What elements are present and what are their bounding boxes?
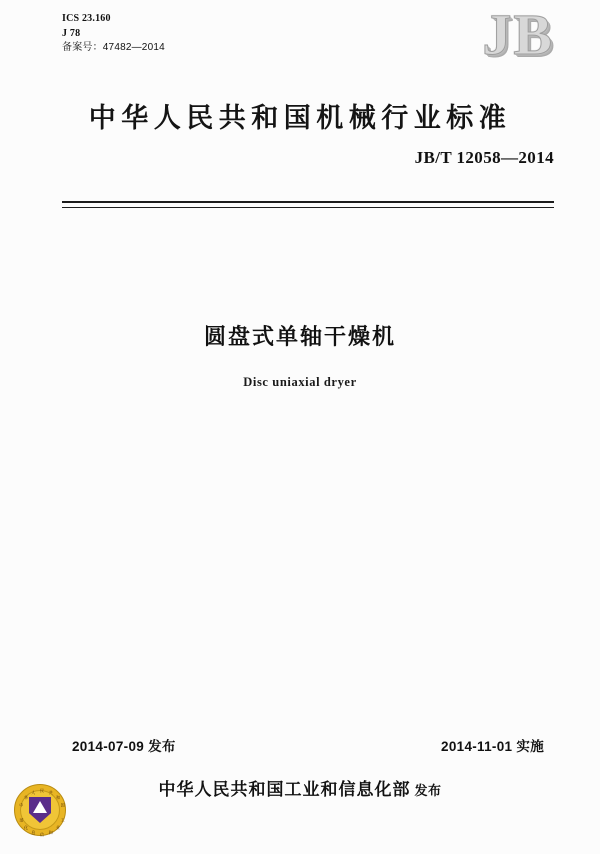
implementation-date: 2014-11-01 实施 — [441, 739, 544, 754]
classification-code: J 78 — [62, 27, 81, 39]
ministry-emblem-icon — [14, 784, 66, 836]
emblem-ring-text: 中 华 人 民 共 和 国 工 业 和 信 息 化 部 — [19, 788, 65, 837]
issuing-authority-suffix: 发布 — [414, 783, 442, 798]
issuing-authority — [0, 775, 600, 800]
ics-code: ICS 23.160 — [62, 13, 111, 24]
standard-number: JB/T 12058—2014 — [414, 148, 554, 167]
jb-logo: JB — [482, 2, 554, 67]
standard-title: 中华人民共和国机械行业标准 — [88, 103, 512, 133]
issue-date: 2014-07-09 发布 — [72, 739, 176, 754]
divider-rule-thick — [62, 201, 554, 203]
subject-title-chinese: 圆盘式单轴干燥机 — [203, 324, 396, 349]
issuing-authority-name: 中华人民共和国工业和信息化部 — [158, 780, 411, 799]
document-meta-block — [62, 12, 165, 56]
divider-rule-thin — [62, 207, 554, 208]
subject-title-english: Disc uniaxial dryer — [243, 375, 357, 389]
record-number: 备案号：47482—2014 — [62, 42, 165, 53]
